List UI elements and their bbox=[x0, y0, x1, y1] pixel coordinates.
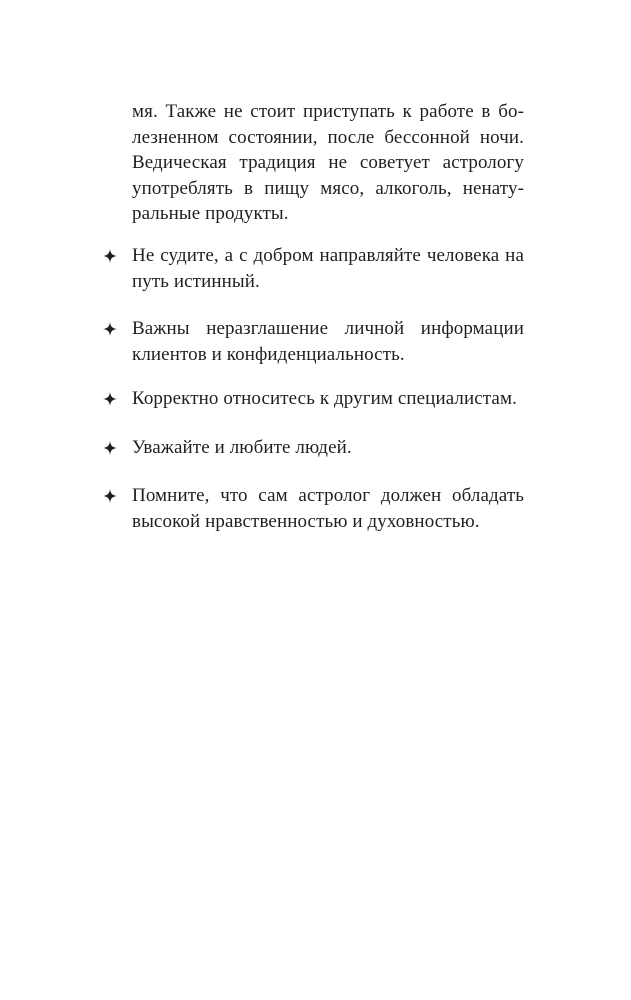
text-line: мя. Также не стоит приступать к работе в бо- bbox=[132, 101, 524, 122]
text-line: ральные продукты. bbox=[132, 203, 289, 224]
text-line: Помните, что сам астролог должен обладать bbox=[132, 485, 524, 506]
bullet-item bbox=[132, 386, 524, 412]
text-line: Важны неразглашение личной информации bbox=[132, 318, 524, 339]
text-line: лезненном состоянии, после бессонной ночи. bbox=[132, 126, 524, 148]
four-point-star-icon bbox=[102, 386, 118, 412]
text-line: клиентов и конфиденциальность. bbox=[132, 343, 405, 365]
intro-paragraph bbox=[132, 99, 524, 227]
bullet-item bbox=[132, 316, 524, 367]
four-point-star-icon bbox=[102, 483, 118, 509]
four-point-star-icon bbox=[102, 243, 118, 269]
text-line: употреблять в пищу мясо, алкоголь, ненату- bbox=[132, 177, 524, 199]
four-point-star-icon bbox=[102, 435, 118, 461]
text-line: путь истинный. bbox=[132, 270, 260, 292]
bullet-item bbox=[132, 243, 524, 294]
four-point-star-icon bbox=[102, 316, 118, 342]
text-line: Уважайте и любите людей. bbox=[132, 437, 352, 458]
text-line: Ведическая традиция не советует астрологу bbox=[132, 152, 524, 173]
text-line: высокой нравственностью и духовностью. bbox=[132, 510, 480, 532]
text-line: Корректно относитесь к другим специалистам. bbox=[132, 388, 517, 409]
bullet-item bbox=[132, 483, 524, 534]
bullet-item bbox=[132, 435, 524, 461]
text-line: Не судите, а с добром направляйте человека на bbox=[132, 245, 524, 266]
